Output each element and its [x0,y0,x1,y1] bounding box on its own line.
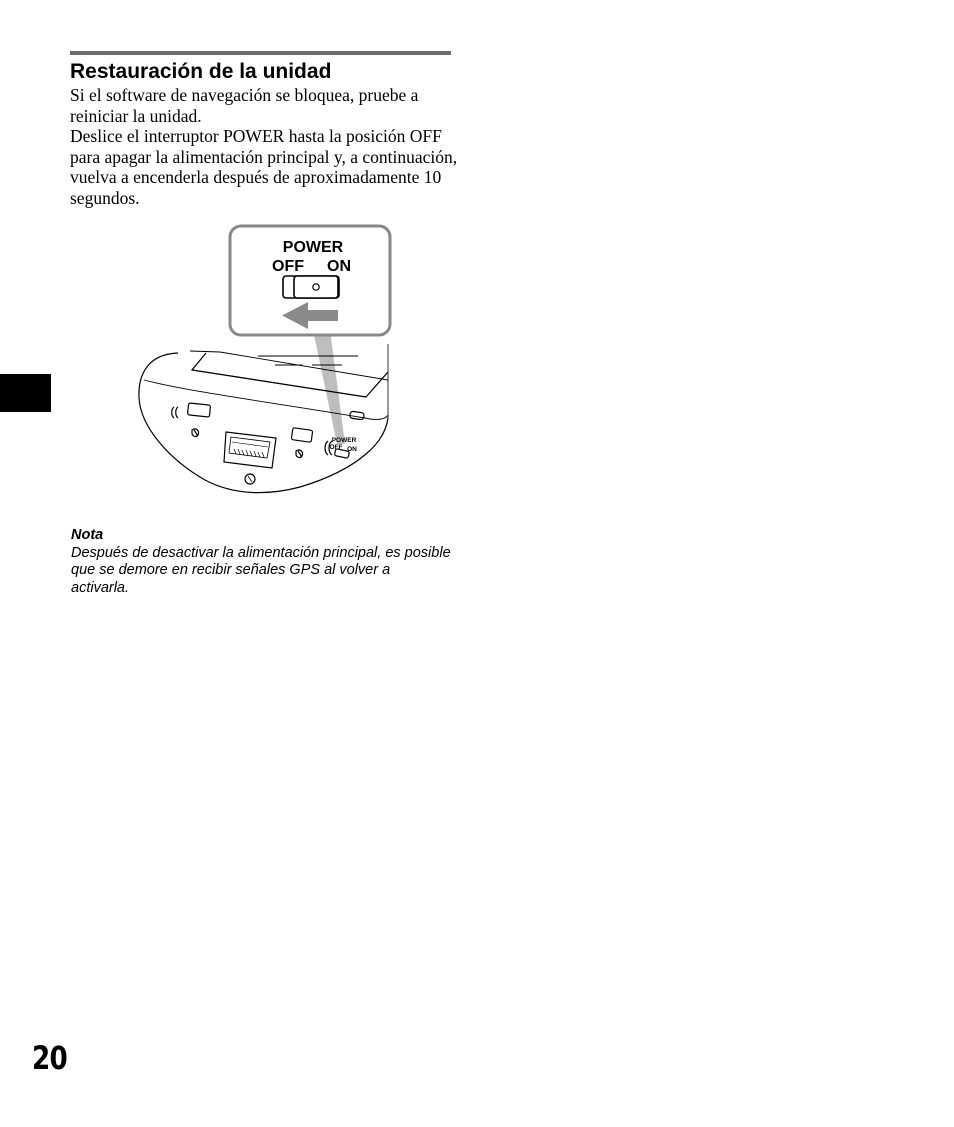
callout-power-label: POWER [282,239,344,256]
section-tab-marker [0,374,51,412]
note-text: Después de desactivar la alimentación principal, es posible que se demore en recibir señales GPS al volver a activarla. [71,544,451,596]
note-title: Nota [71,527,104,543]
section-body [70,85,460,209]
power-slide-switch-icon [283,276,339,298]
device-power-label: POWER [331,437,357,444]
callout-off-label: OFF [272,258,304,275]
callout-pointer [313,330,345,444]
device-off-label: OFF [329,444,343,451]
power-switch-illustration [130,222,400,500]
section-heading: Restauración de la unidad [70,60,332,83]
device-on-label: ON [347,446,357,453]
callout-on-label: ON [327,258,351,275]
note-block [71,527,451,597]
page-number: 20 [32,1039,67,1077]
paragraph-2: Deslice el interruptor POWER hasta la posición OFF para apagar la alimentación principal y, a continuación, vuelva a encenderla después de aproximadamente 10 segundos. [70,126,458,208]
paragraph-1: Si el software de navegación se bloquea, pruebe a reiniciar la unidad. [70,85,419,126]
device-drawing [139,344,388,493]
section-rule [70,51,451,55]
